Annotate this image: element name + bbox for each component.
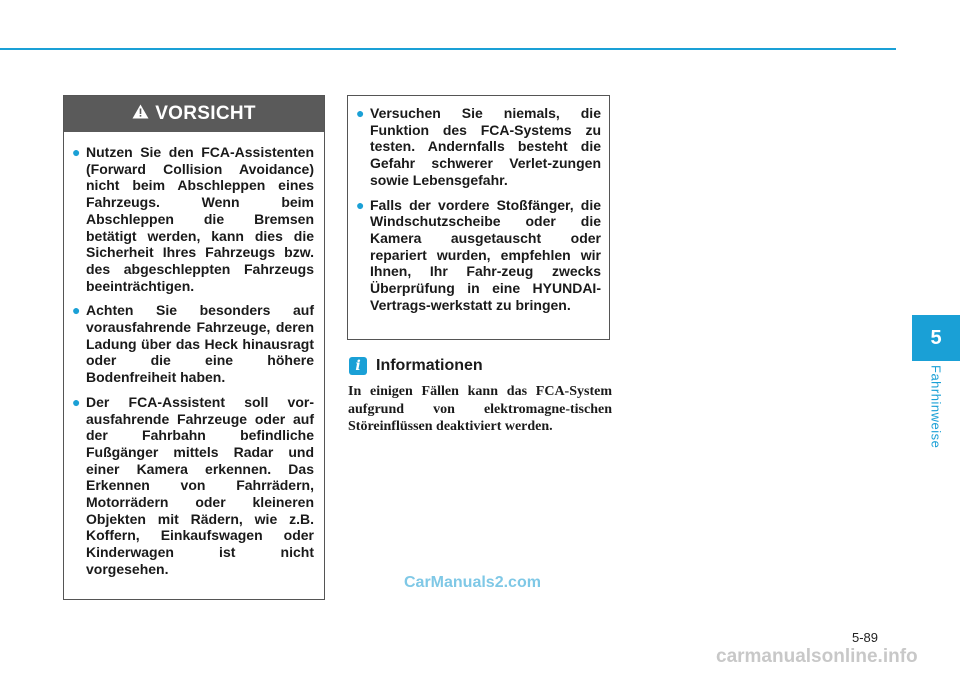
caution-item-text: Achten Sie besonders auf vorausfahrende Fahrzeuge, deren Ladung über das Heck hinausragt oder die eine höhere Bodenfreiheit haben. — [86, 302, 314, 386]
bullet-icon: ● — [72, 302, 81, 319]
caution-item — [356, 197, 601, 314]
information-text: In einigen Fällen kann das FCA-System aufgrund von elektromagne-tischen Störeinflüssen deaktiviert werden. — [348, 384, 612, 434]
caution-box — [63, 95, 325, 600]
top-rule — [0, 48, 896, 50]
watermark-link[interactable]: CarManuals2.com — [404, 574, 541, 591]
caution-item-text: Nutzen Sie den FCA-Assistenten (Forward Collision Avoidance) nicht beim Abschleppen eines Fahrzeugs. Wenn beim Abschleppen die Bremsen betätigt werden, kann dies die Sicherheit Ihres Fahrzeugs bzw. des abgeschleppten Fahrzeugs beeinträchtigen. — [86, 144, 314, 294]
caution-item — [72, 302, 314, 386]
caution-item — [72, 144, 314, 294]
caution-item-text: Versuchen Sie niemals, die Funktion des FCA-Systems zu testen. Andernfalls besteht die Gefahr schwerer Verlet-zungen sowie Lebensgefahr. — [370, 105, 601, 188]
info-icon: i — [349, 357, 367, 375]
chapter-tab — [912, 315, 960, 361]
caution-header — [64, 96, 324, 132]
bullet-icon: ● — [72, 393, 81, 410]
caution-list — [64, 132, 324, 578]
chapter-title-text: Fahrhinweise — [928, 365, 944, 449]
caution-item-text: Falls der vordere Stoßfänger, die Windschutzscheibe oder die Kamera ausgetauscht oder repariert wurden, empfehlen wir Ihnen, Ihr Fahr-zeug zwecks Überprüfung in eine HYUNDAI-Vertrags-werkstatt zu bringen. — [370, 196, 601, 313]
bullet-icon: ● — [356, 105, 365, 121]
caution-continued-list — [348, 96, 609, 313]
chapter-title — [916, 365, 956, 457]
chapter-number: 5 — [930, 326, 942, 349]
caution-title: VORSICHT — [155, 103, 256, 124]
information-heading — [349, 355, 483, 377]
bullet-icon: ● — [72, 144, 81, 160]
caution-continued-box — [347, 95, 610, 340]
warning-triangle-icon — [132, 103, 149, 125]
footer-watermark: carmanualsonline.info — [716, 646, 918, 667]
caution-item — [72, 394, 314, 578]
caution-item — [356, 105, 601, 189]
information-title: Informationen — [376, 357, 483, 374]
page-number: 5-89 — [852, 630, 879, 645]
bullet-icon: ● — [356, 196, 365, 213]
caution-item-text: Der FCA-Assistent soll vor-ausfahrende Fahrzeuge oder auf der Fahrbahn befindliche Fußgänger mittels Radar und einer Kamera erkennen. Das Erkennen von Fahrrädern, Motorrädern oder kleineren Objekten mit Rädern, wie z.B. Koffern, Einkaufswagen oder Kinderwagen ist nicht vorgesehen. — [86, 393, 314, 577]
